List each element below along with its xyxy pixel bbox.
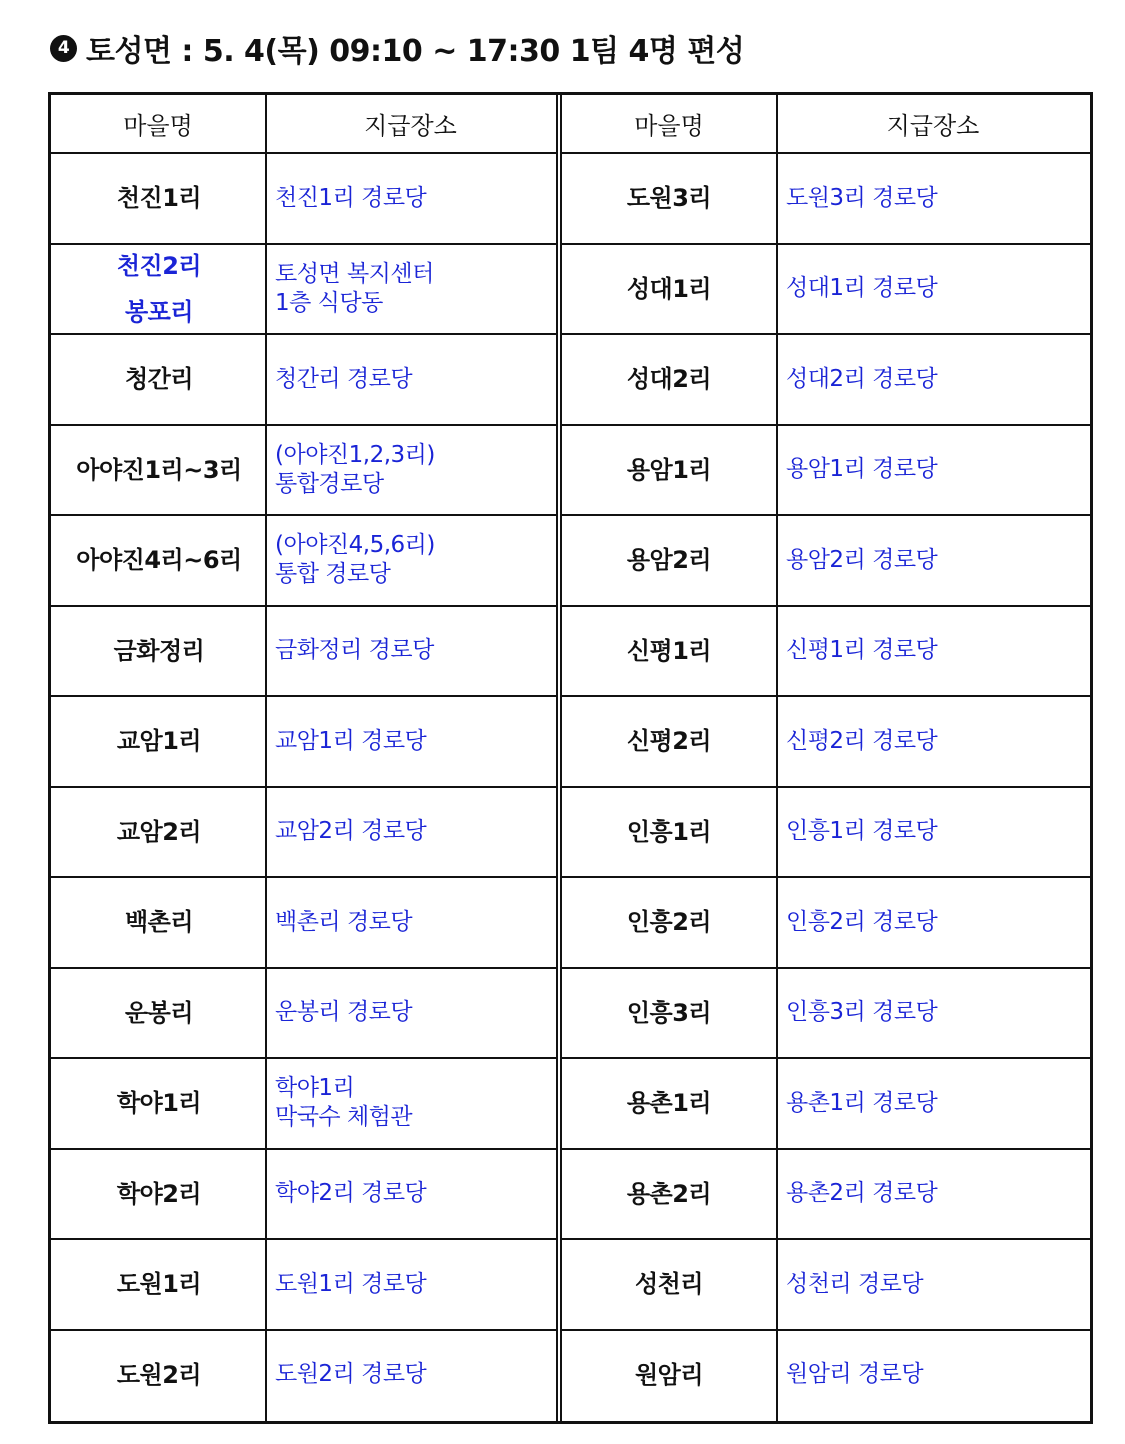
distribution-place bbox=[267, 1150, 556, 1239]
column-header-right-place: 지급장소 bbox=[886, 112, 980, 140]
village-name-line: 교암2리 bbox=[116, 817, 202, 846]
village-name bbox=[562, 335, 776, 424]
column-header-left-village: 마을명 bbox=[123, 112, 193, 140]
village-name bbox=[53, 245, 265, 334]
distribution-place-line: 도원1리 경로당 bbox=[275, 1270, 427, 1297]
distribution-place bbox=[778, 1150, 1090, 1239]
distribution-place-line: 인흥3리 경로당 bbox=[786, 999, 938, 1026]
column-header-right-village: 마을명 bbox=[634, 112, 704, 140]
village-name bbox=[53, 1240, 265, 1329]
village-name-line: 용암1리 bbox=[626, 455, 712, 484]
village-name bbox=[562, 1331, 776, 1420]
distribution-place bbox=[778, 426, 1090, 515]
distribution-place-line: 1층 식당동 bbox=[275, 289, 383, 316]
distribution-place-line: 청간리 경로당 bbox=[275, 365, 413, 392]
distribution-place-line: 신평1리 경로당 bbox=[786, 637, 938, 664]
village-name bbox=[562, 788, 776, 877]
distribution-place-line: 통합 경로당 bbox=[275, 561, 391, 588]
distribution-place bbox=[267, 516, 556, 605]
village-name bbox=[53, 154, 265, 243]
village-name-line: 도원1리 bbox=[116, 1270, 202, 1299]
distribution-place-line: 천진1리 경로당 bbox=[275, 184, 427, 211]
distribution-place-line: 통합경로당 bbox=[275, 470, 384, 497]
village-name bbox=[562, 154, 776, 243]
distribution-place bbox=[267, 697, 556, 786]
distribution-place-line: 성대2리 경로당 bbox=[786, 365, 938, 392]
village-name-line: 봉포리 bbox=[124, 297, 194, 326]
distribution-place bbox=[267, 245, 556, 334]
village-name-line: 도원3리 bbox=[626, 184, 712, 213]
distribution-place-line: 성대1리 경로당 bbox=[786, 275, 938, 302]
village-name bbox=[562, 1150, 776, 1239]
distribution-place bbox=[778, 154, 1090, 243]
distribution-place-line: 학야1리 bbox=[275, 1075, 355, 1102]
village-name-line: 원암리 bbox=[634, 1360, 704, 1389]
distribution-place-line: 용촌1리 경로당 bbox=[786, 1089, 938, 1116]
village-name bbox=[562, 245, 776, 334]
village-name-line: 청간리 bbox=[124, 365, 194, 394]
village-name-line: 신평1리 bbox=[626, 636, 712, 665]
village-name-line: 성대1리 bbox=[626, 274, 712, 303]
double-column-divider bbox=[556, 95, 562, 1421]
village-name bbox=[53, 1331, 265, 1420]
distribution-place-line: 교암2리 경로당 bbox=[275, 818, 427, 845]
village-name-line: 학야2리 bbox=[116, 1179, 202, 1208]
distribution-place-line: 용암2리 경로당 bbox=[786, 546, 938, 573]
village-name bbox=[53, 788, 265, 877]
distribution-place-line: 백촌리 경로당 bbox=[275, 908, 413, 935]
distribution-place bbox=[267, 1240, 556, 1329]
distribution-place-line: 토성면 복지센터 bbox=[275, 260, 434, 287]
distribution-place bbox=[267, 788, 556, 877]
distribution-table bbox=[48, 92, 1093, 1424]
distribution-place-line: 운봉리 경로당 bbox=[275, 999, 413, 1026]
village-name-line: 용암2리 bbox=[626, 546, 712, 575]
village-name-line: 아야진1리~3리 bbox=[76, 455, 242, 484]
distribution-place bbox=[778, 878, 1090, 967]
distribution-place-line: 용촌2리 경로당 bbox=[786, 1180, 938, 1207]
village-name bbox=[53, 516, 265, 605]
distribution-place bbox=[778, 1331, 1090, 1420]
village-name bbox=[562, 1059, 776, 1148]
page-heading bbox=[50, 28, 744, 68]
distribution-place-line: 도원2리 경로당 bbox=[275, 1361, 427, 1388]
village-name-line: 운봉리 bbox=[124, 998, 194, 1027]
distribution-place bbox=[778, 607, 1090, 696]
village-name bbox=[562, 516, 776, 605]
village-name bbox=[562, 697, 776, 786]
distribution-place-line: 막국수 체험관 bbox=[275, 1104, 413, 1131]
distribution-place bbox=[778, 245, 1090, 334]
village-name bbox=[562, 607, 776, 696]
distribution-place bbox=[778, 1240, 1090, 1329]
village-name-line: 인흥1리 bbox=[626, 817, 712, 846]
village-name-line: 인흥3리 bbox=[626, 998, 712, 1027]
distribution-place-line: 성천리 경로당 bbox=[786, 1270, 924, 1297]
distribution-place bbox=[778, 516, 1090, 605]
distribution-place bbox=[267, 154, 556, 243]
village-name-line: 교암1리 bbox=[116, 727, 202, 756]
village-name bbox=[53, 1059, 265, 1148]
distribution-place bbox=[267, 878, 556, 967]
village-name bbox=[53, 1150, 265, 1239]
distribution-place-line: 신평2리 경로당 bbox=[786, 727, 938, 754]
village-name bbox=[562, 426, 776, 515]
distribution-place-line: 인흥2리 경로당 bbox=[786, 908, 938, 935]
village-name-line: 성천리 bbox=[634, 1270, 704, 1299]
circled-number-icon: 4 bbox=[50, 35, 77, 62]
distribution-place bbox=[267, 426, 556, 515]
village-name-line: 인흥2리 bbox=[626, 908, 712, 937]
distribution-place bbox=[778, 1059, 1090, 1148]
village-name-line: 금화정리 bbox=[113, 636, 205, 665]
column-divider bbox=[776, 95, 778, 1421]
distribution-place bbox=[778, 969, 1090, 1058]
distribution-place-line: 인흥1리 경로당 bbox=[786, 818, 938, 845]
village-name-line: 아야진4리~6리 bbox=[76, 546, 242, 575]
distribution-place-line: 용암1리 경로당 bbox=[786, 456, 938, 483]
village-name-line: 학야1리 bbox=[116, 1089, 202, 1118]
village-name-line: 용촌1리 bbox=[626, 1089, 712, 1118]
distribution-place-line: 원암리 경로당 bbox=[786, 1361, 924, 1388]
distribution-place bbox=[267, 335, 556, 424]
village-name bbox=[53, 335, 265, 424]
distribution-place-line: 학야2리 경로당 bbox=[275, 1180, 427, 1207]
village-name-line: 천진2리 bbox=[116, 251, 202, 280]
village-name-line: 천진1리 bbox=[116, 184, 202, 213]
distribution-place bbox=[778, 335, 1090, 424]
village-name-line: 신평2리 bbox=[626, 727, 712, 756]
distribution-place-line: 교암1리 경로당 bbox=[275, 727, 427, 754]
distribution-place-line: 도원3리 경로당 bbox=[786, 184, 938, 211]
column-divider bbox=[265, 95, 267, 1421]
village-name bbox=[562, 969, 776, 1058]
distribution-place-line: (아야진4,5,6리) bbox=[275, 532, 435, 559]
distribution-place bbox=[267, 1331, 556, 1420]
village-name bbox=[53, 697, 265, 786]
village-name bbox=[53, 878, 265, 967]
village-name-line: 도원2리 bbox=[116, 1360, 202, 1389]
village-name bbox=[53, 969, 265, 1058]
column-header-left-place: 지급장소 bbox=[364, 112, 457, 140]
village-name-line: 백촌리 bbox=[124, 908, 194, 937]
village-name bbox=[53, 607, 265, 696]
distribution-place bbox=[267, 607, 556, 696]
distribution-place bbox=[778, 788, 1090, 877]
village-name bbox=[562, 1240, 776, 1329]
village-name-line: 성대2리 bbox=[626, 365, 712, 394]
village-name-line: 용촌2리 bbox=[626, 1179, 712, 1208]
village-name bbox=[562, 878, 776, 967]
heading-text: 토성면 : 5. 4(목) 09:10 ~ 17:30 1팀 4명 편성 bbox=[86, 34, 745, 69]
distribution-place-line: 금화정리 경로당 bbox=[275, 637, 434, 664]
village-name bbox=[53, 426, 265, 515]
distribution-place bbox=[267, 969, 556, 1058]
distribution-place bbox=[778, 697, 1090, 786]
distribution-place-line: (아야진1,2,3리) bbox=[275, 441, 435, 468]
distribution-place bbox=[267, 1059, 556, 1148]
